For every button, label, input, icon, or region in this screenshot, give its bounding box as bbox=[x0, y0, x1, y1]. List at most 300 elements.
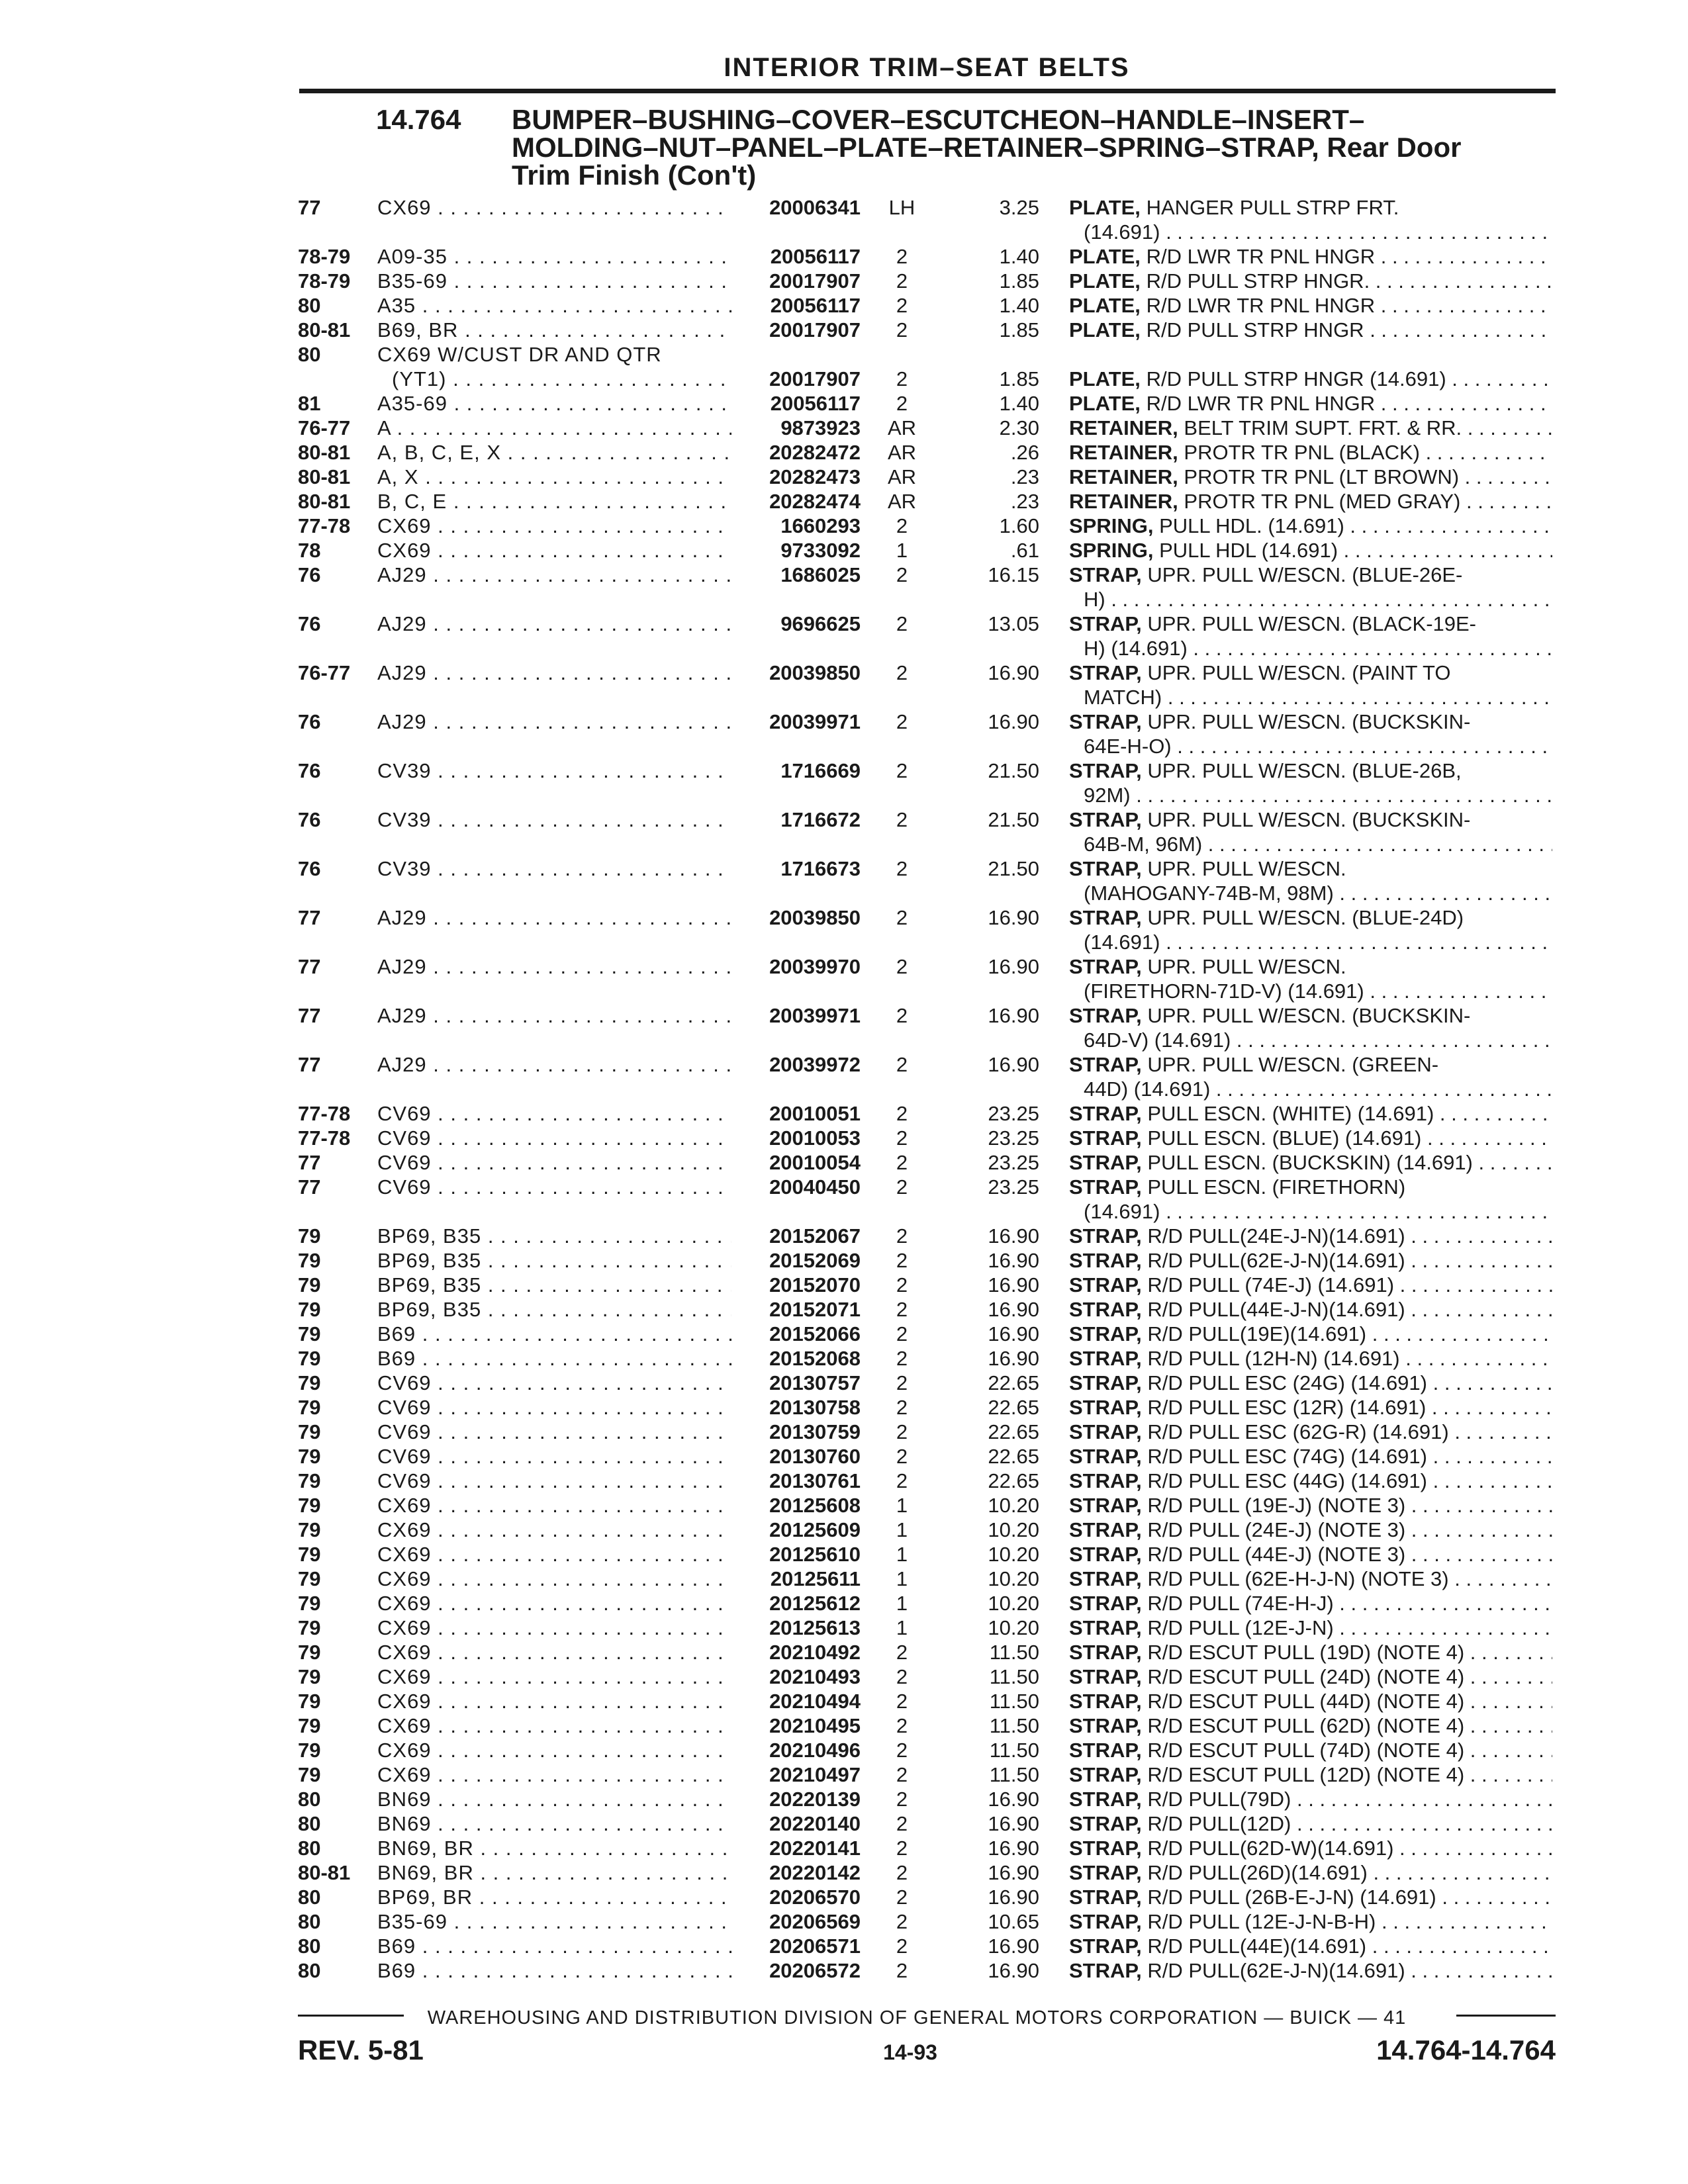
price: 16.90 bbox=[988, 661, 1039, 684]
year-range: 79 bbox=[298, 1445, 321, 1468]
quantity: 2 bbox=[896, 1812, 908, 1835]
part-number: 20039971 bbox=[731, 709, 861, 734]
model-code: CV69 . . . bbox=[377, 1175, 731, 1199]
part-keyword: PLATE, bbox=[1069, 269, 1141, 293]
description-line bbox=[1069, 1885, 1552, 1909]
part-description bbox=[1069, 1371, 1552, 1395]
section-number: 14.764 bbox=[376, 104, 461, 135]
part-description bbox=[1069, 1052, 1552, 1101]
quantity: 2 bbox=[896, 1420, 908, 1443]
part-number: 20130759 bbox=[731, 1420, 861, 1444]
description-text: R/D PULL (62E-H-J-N) (NOTE 3) . . . bbox=[1147, 1567, 1552, 1590]
description-text: PULL ESCN. (WHITE) (14.691) . . . bbox=[1147, 1102, 1552, 1125]
part-description bbox=[1069, 1713, 1552, 1738]
part-keyword: PLATE, bbox=[1069, 367, 1141, 390]
model-code: CV69 . . . bbox=[377, 1126, 731, 1150]
part-keyword: STRAP, bbox=[1069, 1518, 1142, 1541]
part-keyword: STRAP, bbox=[1069, 1004, 1142, 1027]
part-description bbox=[1069, 1738, 1552, 1762]
price: 16.90 bbox=[988, 1812, 1039, 1835]
description-text: R/D PULL (12H-N) (14.691) . . . bbox=[1147, 1347, 1552, 1370]
description-text: PULL ESCN. (BLUE) (14.691) . . . bbox=[1147, 1126, 1552, 1150]
part-number: 20210496 bbox=[731, 1738, 861, 1762]
quantity: 2 bbox=[896, 1934, 908, 1958]
model-code: BN69, BR . . . bbox=[377, 1860, 731, 1885]
quantity: 2 bbox=[896, 1151, 908, 1174]
part-keyword: STRAP, bbox=[1069, 1347, 1142, 1370]
quantity: 1 bbox=[896, 1494, 908, 1517]
year-range: 79 bbox=[298, 1763, 321, 1786]
part-keyword: STRAP, bbox=[1069, 661, 1142, 684]
model-code: CV69 . . . bbox=[377, 1444, 731, 1469]
year-range: 79 bbox=[298, 1543, 321, 1566]
price: 16.90 bbox=[988, 1788, 1039, 1811]
model-code: A35-69 . . . bbox=[377, 391, 731, 416]
price: 16.90 bbox=[988, 1837, 1039, 1860]
description-line bbox=[1069, 734, 1552, 758]
description-line bbox=[1069, 979, 1552, 1003]
part-number: 1716669 bbox=[731, 758, 861, 783]
description-text: PULL ESCN. (FIRETHORN) bbox=[1147, 1175, 1406, 1199]
year-range: 76 bbox=[298, 759, 321, 782]
price: 21.50 bbox=[988, 857, 1039, 880]
part-keyword: RETAINER, bbox=[1069, 490, 1178, 513]
year-range: 79 bbox=[298, 1249, 321, 1272]
description-line bbox=[1069, 1615, 1552, 1640]
price: 16.15 bbox=[988, 563, 1039, 586]
quantity: 2 bbox=[896, 294, 908, 317]
model-code: BP69, B35 . . . bbox=[377, 1273, 731, 1297]
part-description bbox=[1069, 1175, 1552, 1224]
description-text: UPR. PULL W/ESCN. (BLACK-19E- bbox=[1147, 612, 1477, 635]
price: 22.65 bbox=[988, 1371, 1039, 1394]
part-number: 20130757 bbox=[731, 1371, 861, 1395]
description-line bbox=[1069, 514, 1552, 538]
part-keyword: STRAP, bbox=[1069, 906, 1142, 929]
description-text: UPR. PULL W/ESCN. (BUCKSKIN- bbox=[1147, 710, 1471, 733]
quantity: 2 bbox=[896, 1126, 908, 1150]
description-text: (14.691) . . . bbox=[1084, 1200, 1552, 1223]
description-text: R/D ESCUT PULL (19D) (NOTE 4) . . . bbox=[1147, 1641, 1552, 1664]
description-text: UPR. PULL W/ESCN. (BUCKSKIN- bbox=[1147, 808, 1471, 831]
header-rule bbox=[299, 89, 1556, 93]
price: 16.90 bbox=[988, 1347, 1039, 1370]
part-number: 20220142 bbox=[731, 1860, 861, 1885]
price: 10.20 bbox=[988, 1592, 1039, 1615]
price: 11.50 bbox=[989, 1665, 1039, 1688]
quantity: 2 bbox=[896, 563, 908, 586]
part-description bbox=[1069, 1787, 1552, 1811]
description-text: R/D PULL STRP HNGR. . . . bbox=[1147, 269, 1552, 293]
part-description bbox=[1069, 1567, 1552, 1591]
part-description bbox=[1069, 1420, 1552, 1444]
part-number: 9873923 bbox=[731, 416, 861, 440]
model-code: CX69 . . . bbox=[377, 1591, 731, 1615]
part-number: 1716673 bbox=[731, 856, 861, 881]
description-line bbox=[1069, 1028, 1552, 1052]
model-code: B69 . . . bbox=[377, 1346, 731, 1371]
model-code: B69 . . . bbox=[377, 1958, 731, 1983]
description-line bbox=[1069, 489, 1552, 514]
description-text: (MAHOGANY-74B-M, 98M) . . . bbox=[1084, 882, 1552, 905]
price: 22.65 bbox=[988, 1420, 1039, 1443]
part-number: 20039850 bbox=[731, 660, 861, 685]
model-code: BN69, BR . . . bbox=[377, 1836, 731, 1860]
year-range: 77 bbox=[298, 196, 321, 219]
description-text: (14.691) . . . bbox=[1084, 931, 1552, 954]
model-code: CX69 . . . bbox=[377, 1738, 731, 1762]
quantity: 2 bbox=[896, 1175, 908, 1199]
quantity: 2 bbox=[896, 1763, 908, 1786]
part-number: 20206571 bbox=[731, 1934, 861, 1958]
description-line bbox=[1069, 1738, 1552, 1762]
part-description bbox=[1069, 856, 1552, 905]
price: 1.40 bbox=[999, 294, 1039, 317]
part-description bbox=[1069, 391, 1552, 416]
quantity: 2 bbox=[896, 1371, 908, 1394]
part-number: 20039970 bbox=[731, 954, 861, 979]
quantity: 2 bbox=[896, 269, 908, 293]
year-range: 77 bbox=[298, 955, 321, 978]
part-description bbox=[1069, 1126, 1552, 1150]
part-keyword: STRAP, bbox=[1069, 563, 1142, 586]
year-range: 79 bbox=[298, 1494, 321, 1517]
model-code: AJ29 . . . bbox=[377, 905, 731, 930]
year-range: 80 bbox=[298, 1934, 321, 1958]
part-description bbox=[1069, 1640, 1552, 1664]
part-keyword: STRAP, bbox=[1069, 759, 1142, 782]
part-keyword: STRAP, bbox=[1069, 1690, 1142, 1713]
part-number: 1686025 bbox=[731, 563, 861, 587]
footer-rule-right bbox=[1456, 2015, 1556, 2017]
model-code: AJ29 . . . bbox=[377, 563, 731, 587]
part-description bbox=[1069, 1273, 1552, 1297]
part-description bbox=[1069, 1469, 1552, 1493]
description-text: R/D ESCUT PULL (74D) (NOTE 4) . . . bbox=[1147, 1739, 1552, 1762]
part-keyword: STRAP, bbox=[1069, 1053, 1142, 1076]
model-code: CX69 . . . bbox=[377, 1493, 731, 1518]
description-line bbox=[1069, 1371, 1552, 1395]
part-description bbox=[1069, 1150, 1552, 1175]
part-keyword: STRAP, bbox=[1069, 710, 1142, 733]
part-description bbox=[1069, 489, 1552, 514]
description-text: H) . . . bbox=[1084, 588, 1552, 611]
part-description bbox=[1069, 660, 1552, 709]
description-line bbox=[1069, 1542, 1552, 1567]
part-description bbox=[1069, 807, 1552, 856]
model-code: CV69 . . . bbox=[377, 1150, 731, 1175]
description-text: R/D PULL(44E-J-N)(14.691) . . . bbox=[1147, 1298, 1552, 1321]
part-number: 20210495 bbox=[731, 1713, 861, 1738]
price: 23.25 bbox=[988, 1102, 1039, 1125]
description-line bbox=[1069, 905, 1552, 930]
description-line bbox=[1069, 1346, 1552, 1371]
price: 16.90 bbox=[988, 1273, 1039, 1297]
description-text: R/D PULL(24E-J-N)(14.691) . . . bbox=[1147, 1224, 1552, 1248]
model-code: CX69 . . . bbox=[377, 1567, 731, 1591]
quantity: 2 bbox=[896, 759, 908, 782]
part-description bbox=[1069, 1591, 1552, 1615]
part-description bbox=[1069, 1885, 1552, 1909]
year-range: 80-81 bbox=[298, 465, 351, 488]
year-range: 77 bbox=[298, 906, 321, 929]
description-line bbox=[1069, 1836, 1552, 1860]
quantity: 2 bbox=[896, 1396, 908, 1419]
part-description bbox=[1069, 1444, 1552, 1469]
quantity: 1 bbox=[896, 1567, 908, 1590]
description-text: R/D PULL (44E-J) (NOTE 3) . . . bbox=[1147, 1543, 1552, 1566]
model-code: AJ29 . . . bbox=[377, 1003, 731, 1028]
description-line bbox=[1069, 1860, 1552, 1885]
quantity: 1 bbox=[896, 1616, 908, 1639]
description-text: R/D PULL (74E-J) (14.691) . . . bbox=[1147, 1273, 1552, 1297]
footer-publisher: WAREHOUSING AND DISTRIBUTION DIVISION OF GENERAL MOTORS CORPORATION — BUICK — 41 bbox=[427, 2007, 1407, 2028]
model-code: A, X . . . bbox=[377, 465, 731, 489]
part-description bbox=[1069, 1860, 1552, 1885]
model-code: CX69 . . . bbox=[377, 195, 731, 220]
model-code: CX69 . . . bbox=[377, 1713, 731, 1738]
description-text: UPR. PULL W/ESCN. (PAINT TO bbox=[1147, 661, 1451, 684]
year-range: 80 bbox=[298, 1788, 321, 1811]
quantity: 2 bbox=[896, 612, 908, 635]
model-code: AJ29 . . . bbox=[377, 612, 731, 636]
price: .23 bbox=[1010, 490, 1039, 513]
description-line bbox=[1069, 1248, 1552, 1273]
price: 16.90 bbox=[988, 1934, 1039, 1958]
model-code: CV69 . . . bbox=[377, 1420, 731, 1444]
part-keyword: STRAP, bbox=[1069, 1567, 1142, 1590]
part-description bbox=[1069, 514, 1552, 538]
year-range: 76 bbox=[298, 808, 321, 831]
part-number: 20152071 bbox=[731, 1297, 861, 1322]
part-number: 20039972 bbox=[731, 1052, 861, 1077]
quantity: 2 bbox=[896, 1298, 908, 1321]
price: 23.25 bbox=[988, 1126, 1039, 1150]
part-description bbox=[1069, 1689, 1552, 1713]
part-description bbox=[1069, 1346, 1552, 1371]
part-number: 20130758 bbox=[731, 1395, 861, 1420]
part-description bbox=[1069, 1615, 1552, 1640]
part-number: 9696625 bbox=[731, 612, 861, 636]
part-description bbox=[1069, 1836, 1552, 1860]
part-description bbox=[1069, 1224, 1552, 1248]
description-text: R/D ESCUT PULL (24D) (NOTE 4) . . . bbox=[1147, 1665, 1552, 1688]
part-number: 20206572 bbox=[731, 1958, 861, 1983]
year-range: 78 bbox=[298, 539, 321, 562]
description-line bbox=[1069, 195, 1552, 220]
part-keyword: PLATE, bbox=[1069, 245, 1141, 268]
description-line bbox=[1069, 1762, 1552, 1787]
description-line bbox=[1069, 440, 1552, 465]
quantity: 2 bbox=[896, 1714, 908, 1737]
quantity: 2 bbox=[896, 1959, 908, 1982]
price: .23 bbox=[1010, 465, 1039, 488]
year-range: 79 bbox=[298, 1641, 321, 1664]
part-description bbox=[1069, 1811, 1552, 1836]
footer-rule-left bbox=[298, 2015, 404, 2017]
description-text: R/D PULL (19E-J) (NOTE 3) . . . bbox=[1147, 1494, 1552, 1517]
description-text: UPR. PULL W/ESCN. (BLUE-26E- bbox=[1147, 563, 1463, 586]
part-keyword: STRAP, bbox=[1069, 1861, 1142, 1884]
description-text: R/D PULL(44E)(14.691) . . . bbox=[1147, 1934, 1552, 1958]
part-description bbox=[1069, 269, 1552, 293]
model-code: A09-35 . . . bbox=[377, 244, 731, 269]
year-range: 78-79 bbox=[298, 245, 351, 268]
part-description bbox=[1069, 1297, 1552, 1322]
description-line bbox=[1069, 685, 1552, 709]
part-number: 20125611 bbox=[731, 1567, 861, 1591]
model-code: CX69 . . . bbox=[377, 1542, 731, 1567]
part-description bbox=[1069, 440, 1552, 465]
quantity: 1 bbox=[896, 1543, 908, 1566]
description-text: UPR. PULL W/ESCN. (BLUE-24D) bbox=[1147, 906, 1464, 929]
quantity: 2 bbox=[896, 514, 908, 537]
part-description bbox=[1069, 1664, 1552, 1689]
description-line bbox=[1069, 881, 1552, 905]
model-code: CX69 W/CUST DR AND QTR bbox=[377, 343, 662, 366]
price: 10.65 bbox=[988, 1910, 1039, 1933]
quantity: 2 bbox=[896, 955, 908, 978]
part-description bbox=[1069, 244, 1552, 269]
part-number: 20056117 bbox=[731, 293, 861, 318]
quantity: 2 bbox=[896, 1347, 908, 1370]
year-range: 76 bbox=[298, 710, 321, 733]
part-keyword: STRAP, bbox=[1069, 1126, 1142, 1150]
description-line bbox=[1069, 1958, 1552, 1983]
part-number: 20040450 bbox=[731, 1175, 861, 1199]
description-text: PROTR TR PNL (BLACK) . . . bbox=[1184, 441, 1552, 464]
part-keyword: STRAP, bbox=[1069, 612, 1142, 635]
description-line bbox=[1069, 538, 1552, 563]
description-text: R/D PULL STRP HNGR . . . bbox=[1147, 318, 1552, 341]
year-range: 80 bbox=[298, 1812, 321, 1835]
quantity: 2 bbox=[896, 1004, 908, 1027]
description-line bbox=[1069, 1224, 1552, 1248]
part-number: 20056117 bbox=[731, 391, 861, 416]
year-range: 79 bbox=[298, 1714, 321, 1737]
part-description bbox=[1069, 709, 1552, 758]
year-range: 81 bbox=[298, 392, 321, 415]
part-number: 20017907 bbox=[731, 269, 861, 293]
model-code: (YT1) . . . bbox=[377, 367, 746, 391]
part-keyword: STRAP, bbox=[1069, 1812, 1142, 1835]
description-text: R/D PULL(62D-W)(14.691) . . . bbox=[1147, 1837, 1552, 1860]
part-keyword: STRAP, bbox=[1069, 808, 1142, 831]
description-text: R/D LWR TR PNL HNGR . . . bbox=[1147, 294, 1552, 317]
price: 11.50 bbox=[989, 1641, 1039, 1664]
quantity: 2 bbox=[896, 1910, 908, 1933]
quantity: 1 bbox=[896, 539, 908, 562]
model-code: B69, BR . . . bbox=[377, 318, 731, 342]
price: 10.20 bbox=[988, 1543, 1039, 1566]
description-text: (FIRETHORN-71D-V) (14.691) . . . bbox=[1084, 979, 1552, 1003]
description-text: 92M) . . . bbox=[1084, 784, 1552, 807]
year-range: 80 bbox=[298, 1886, 321, 1909]
part-number: 20130760 bbox=[731, 1444, 861, 1469]
part-number: 20039971 bbox=[731, 1003, 861, 1028]
description-text: UPR. PULL W/ESCN. bbox=[1147, 857, 1346, 880]
part-number: 20220140 bbox=[731, 1811, 861, 1836]
price: 10.20 bbox=[988, 1494, 1039, 1517]
part-keyword: STRAP, bbox=[1069, 1714, 1142, 1737]
part-description bbox=[1069, 416, 1552, 440]
part-description bbox=[1069, 1493, 1552, 1518]
model-code: CX69 . . . bbox=[377, 1518, 731, 1542]
part-keyword: STRAP, bbox=[1069, 1224, 1142, 1248]
description-line bbox=[1069, 1101, 1552, 1126]
part-keyword: PLATE, bbox=[1069, 294, 1141, 317]
description-text: PROTR TR PNL (LT BROWN) . . . bbox=[1184, 465, 1552, 488]
part-keyword: STRAP, bbox=[1069, 1592, 1142, 1615]
part-keyword: STRAP, bbox=[1069, 1763, 1142, 1786]
part-keyword: RETAINER, bbox=[1069, 465, 1178, 488]
year-range: 77 bbox=[298, 1053, 321, 1076]
year-range: 79 bbox=[298, 1298, 321, 1321]
model-code: CX69 . . . bbox=[377, 514, 731, 538]
price: 16.90 bbox=[988, 906, 1039, 929]
year-range: 79 bbox=[298, 1273, 321, 1297]
description-line bbox=[1069, 1199, 1552, 1224]
description-text: BELT TRIM SUPT. FRT. & RR. . . . bbox=[1184, 416, 1552, 439]
model-code: A35 . . . bbox=[377, 293, 731, 318]
part-number: 20220139 bbox=[731, 1787, 861, 1811]
part-keyword: STRAP, bbox=[1069, 955, 1142, 978]
year-range: 79 bbox=[298, 1739, 321, 1762]
year-range: 76 bbox=[298, 612, 321, 635]
description-text: R/D PULL(19E)(14.691) . . . bbox=[1147, 1322, 1552, 1345]
part-number: 20039850 bbox=[731, 905, 861, 930]
part-description bbox=[1069, 1909, 1552, 1934]
quantity: 2 bbox=[896, 1249, 908, 1272]
description-line bbox=[1069, 1934, 1552, 1958]
part-keyword: STRAP, bbox=[1069, 1322, 1142, 1345]
part-keyword: STRAP, bbox=[1069, 1445, 1142, 1468]
part-description bbox=[1069, 1101, 1552, 1126]
quantity: 2 bbox=[896, 1224, 908, 1248]
part-number: 20125610 bbox=[731, 1542, 861, 1567]
description-text: R/D LWR TR PNL HNGR . . . bbox=[1147, 245, 1552, 268]
year-range: 80-81 bbox=[298, 441, 351, 464]
description-line bbox=[1069, 1444, 1552, 1469]
model-code: CX69 . . . bbox=[377, 1689, 731, 1713]
description-text: UPR. PULL W/ESCN. (BLUE-26B, bbox=[1147, 759, 1462, 782]
description-line bbox=[1069, 1420, 1552, 1444]
description-text: R/D PULL(79D) . . . bbox=[1147, 1788, 1552, 1811]
price: 1.60 bbox=[999, 514, 1039, 537]
year-range: 77 bbox=[298, 1151, 321, 1174]
quantity: AR bbox=[887, 441, 917, 464]
year-range: 79 bbox=[298, 1567, 321, 1590]
description-text: UPR. PULL W/ESCN. bbox=[1147, 955, 1346, 978]
price: 10.20 bbox=[988, 1567, 1039, 1590]
description-text: 64D-V) (14.691) . . . bbox=[1084, 1028, 1552, 1052]
description-line bbox=[1069, 660, 1552, 685]
model-code: BP69, BR . . . bbox=[377, 1885, 731, 1909]
model-code: AJ29 . . . bbox=[377, 709, 731, 734]
part-keyword: PLATE, bbox=[1069, 196, 1141, 219]
part-description bbox=[1069, 367, 1552, 391]
part-number: 20010054 bbox=[731, 1150, 861, 1175]
price: 23.25 bbox=[988, 1175, 1039, 1199]
model-code: B35-69 . . . bbox=[377, 269, 731, 293]
quantity: 2 bbox=[896, 1102, 908, 1125]
price: 13.05 bbox=[988, 612, 1039, 635]
part-number: 1660293 bbox=[731, 514, 861, 538]
year-range: 77-78 bbox=[298, 514, 351, 537]
section-title-line: Trim Finish (Con't) bbox=[512, 159, 757, 191]
model-code: AJ29 . . . bbox=[377, 660, 731, 685]
model-code: CV69 . . . bbox=[377, 1469, 731, 1493]
